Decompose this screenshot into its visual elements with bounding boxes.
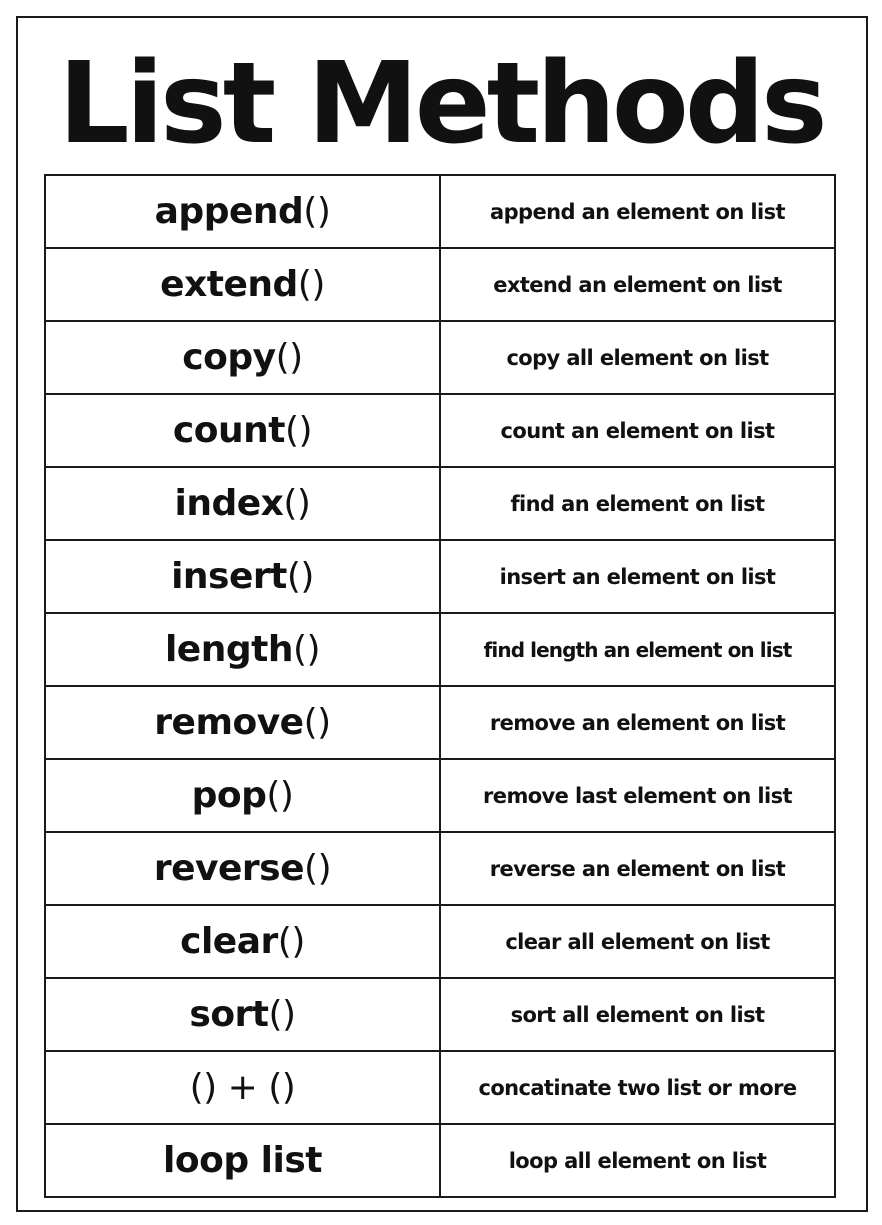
method-parens: () — [275, 337, 303, 378]
method-name: insert — [171, 556, 287, 597]
method-name: length — [164, 629, 293, 670]
table-row — [45, 248, 835, 321]
method-cell — [45, 905, 440, 978]
table-row — [45, 613, 835, 686]
method-name: loop list — [163, 1140, 322, 1181]
method-parens: () — [284, 410, 313, 451]
method-name: remove — [154, 702, 304, 743]
method-cell — [45, 759, 440, 832]
method-cell — [45, 613, 440, 686]
description-cell: reverse an element on list — [440, 832, 835, 905]
methods-table-body — [45, 175, 835, 1197]
table-row — [45, 978, 835, 1051]
description-cell: find an element on list — [440, 467, 835, 540]
method-parens: () — [292, 629, 321, 670]
table-row — [45, 759, 835, 832]
method-parens: () — [266, 775, 294, 816]
method-parens: () — [304, 848, 332, 889]
method-parens: () — [286, 556, 314, 597]
method-name: extend — [160, 264, 298, 305]
description-cell: remove last element on list — [440, 759, 835, 832]
description-cell: copy all element on list — [440, 321, 835, 394]
methods-table — [44, 174, 836, 1198]
method-name: append — [154, 191, 304, 232]
method-name: copy — [182, 337, 276, 378]
table-row — [45, 1051, 835, 1124]
description-cell: find length an element on list — [440, 613, 835, 686]
description-cell: append an element on list — [440, 175, 835, 248]
method-name: index — [174, 483, 284, 524]
method-cell — [45, 321, 440, 394]
description-cell: extend an element on list — [440, 248, 835, 321]
table-row — [45, 175, 835, 248]
method-name: pop — [191, 775, 267, 816]
method-parens: () — [268, 994, 296, 1035]
table-row — [45, 1124, 835, 1197]
method-cell — [45, 978, 440, 1051]
method-cell — [45, 832, 440, 905]
method-cell — [45, 540, 440, 613]
method-name: reverse — [153, 848, 305, 889]
method-parens: () — [303, 191, 331, 232]
description-cell: clear all element on list — [440, 905, 835, 978]
method-name: clear — [180, 921, 278, 962]
page-title: List Methods — [58, 39, 824, 169]
method-cell — [45, 248, 440, 321]
method-cell — [45, 686, 440, 759]
table-row — [45, 540, 835, 613]
method-cell — [45, 175, 440, 248]
description-cell: count an element on list — [440, 394, 835, 467]
table-row — [45, 394, 835, 467]
method-parens: () — [297, 264, 325, 305]
method-parens: () + () — [189, 1067, 296, 1108]
table-row — [45, 905, 835, 978]
description-cell: concatinate two list or more — [440, 1051, 835, 1124]
table-row — [45, 686, 835, 759]
description-cell: sort all element on list — [440, 978, 835, 1051]
table-row — [45, 321, 835, 394]
description-cell: loop all element on list — [440, 1124, 835, 1197]
description-cell: insert an element on list — [440, 540, 835, 613]
method-cell — [45, 467, 440, 540]
method-cell — [45, 394, 440, 467]
method-parens: () — [303, 702, 331, 743]
method-name: sort — [189, 994, 269, 1035]
method-cell — [45, 1051, 440, 1124]
method-parens: () — [283, 483, 311, 524]
table-row — [45, 832, 835, 905]
method-parens: () — [277, 921, 305, 962]
method-cell — [45, 1124, 440, 1197]
table-row — [45, 467, 835, 540]
description-cell: remove an element on list — [440, 686, 835, 759]
method-name: count — [172, 410, 285, 451]
